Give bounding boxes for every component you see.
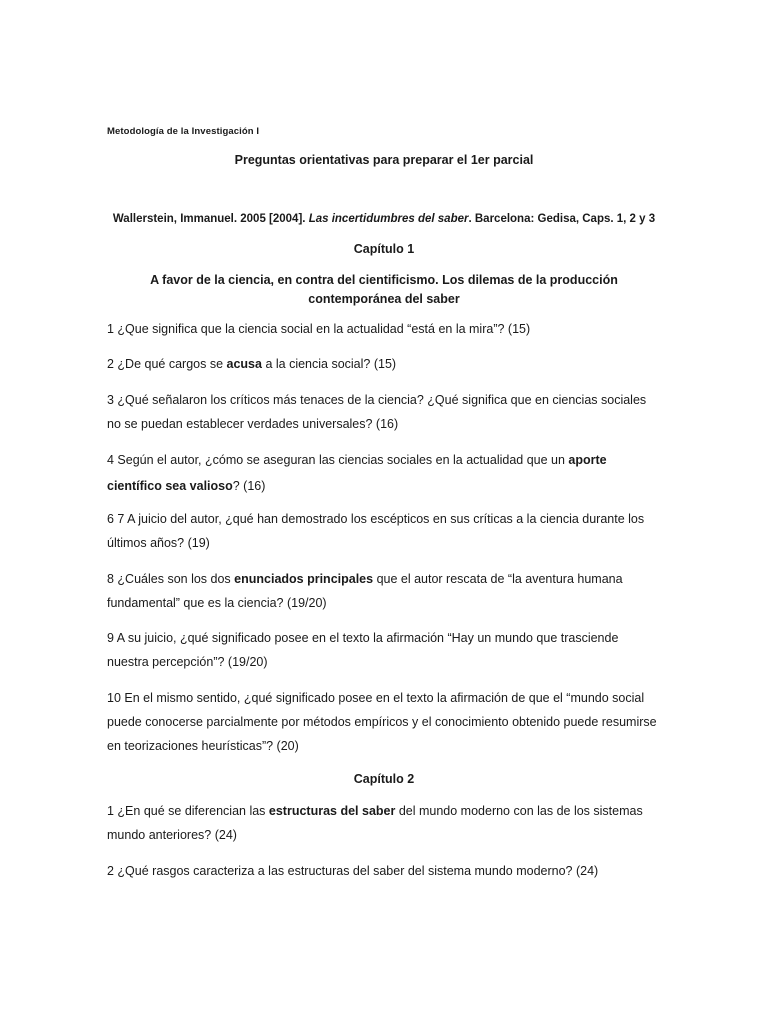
- chapter-2-question-1-text-end: del mundo moderno con las de los sistemas mundo anteriores? (24): [107, 804, 643, 842]
- question-8-text: 8 ¿Cuáles son los dos: [107, 572, 235, 586]
- citation-publisher: . Barcelona: Gedisa, Caps. 1, 2 y 3: [468, 213, 656, 225]
- question-6-7: 6 7 A juicio del autor, ¿qué han demostrado los escépticos en sus críticas a la ciencia durante los últimos años? (19): [107, 512, 645, 550]
- question-2-text: 2 ¿De qué cargos se: [107, 357, 227, 371]
- question-2-bold: acusa: [226, 357, 262, 371]
- question-8-bold: enunciados principales: [234, 572, 374, 586]
- question-4-text-end: ? (16): [232, 479, 266, 493]
- chapter-2-question-1: [107, 799, 662, 847]
- question-1: 1 ¿Que significa que la ciencia social en la actualidad “está en la mira”? (15): [107, 322, 531, 336]
- course-header: Metodología de la Investigación I: [107, 126, 260, 137]
- question-2: [107, 352, 662, 376]
- question-10: 10 En el mismo sentido, ¿qué significado posee en el texto la afirmación de que el “mundo social puede conocerse parcialmente por métodos empíricos y el conocimiento obtenido puede resumirse en teorizaciones heurísticas”? (20): [107, 691, 657, 753]
- question-9: 9 A su juicio, ¿qué significado posee en el texto la afirmación “Hay un mundo que trasciende nuestra percepción”? (19/20): [107, 631, 619, 669]
- question-4-text: 4 Según el autor, ¿cómo se aseguran las ciencias sociales en la actualidad que un: [107, 453, 569, 467]
- question-4-bold: aporte científico sea valioso: [107, 453, 607, 493]
- question-8: [107, 567, 662, 615]
- question-8-text-end: que el autor rescata de “la aventura humana fundamental” que es la ciencia? (19/20): [107, 572, 623, 610]
- citation-book-title: Las incertidumbres del saber: [308, 213, 469, 225]
- chapter-2-heading: Capítulo 2: [353, 772, 415, 786]
- chapter-2-question-1-text: 1 ¿En qué se diferencian las: [107, 804, 269, 818]
- document-title: Preguntas orientativas para preparar el 1er parcial: [234, 153, 534, 167]
- question-4: [107, 447, 662, 499]
- chapter-1-heading: Capítulo 1: [353, 242, 415, 256]
- citation-author-year: Wallerstein, Immanuel. 2005 [2004].: [112, 213, 309, 225]
- bibliographic-citation: [104, 213, 664, 225]
- chapter-2-question-1-bold: estructuras del saber: [268, 804, 396, 818]
- chapter-2-question-2: 2 ¿Qué rasgos caracteriza a las estructuras del saber del sistema mundo moderno? (24): [107, 864, 599, 878]
- question-2-text-end: a la ciencia social? (15): [261, 357, 397, 371]
- chapter-1-subtitle: A favor de la ciencia, en contra del cientificismo. Los dilemas de la producción contemporánea del saber: [150, 273, 618, 306]
- question-3: 3 ¿Qué señalaron los críticos más tenaces de la ciencia? ¿Qué significa que en ciencias sociales no se puedan establecer verdades universales? (16): [107, 393, 647, 431]
